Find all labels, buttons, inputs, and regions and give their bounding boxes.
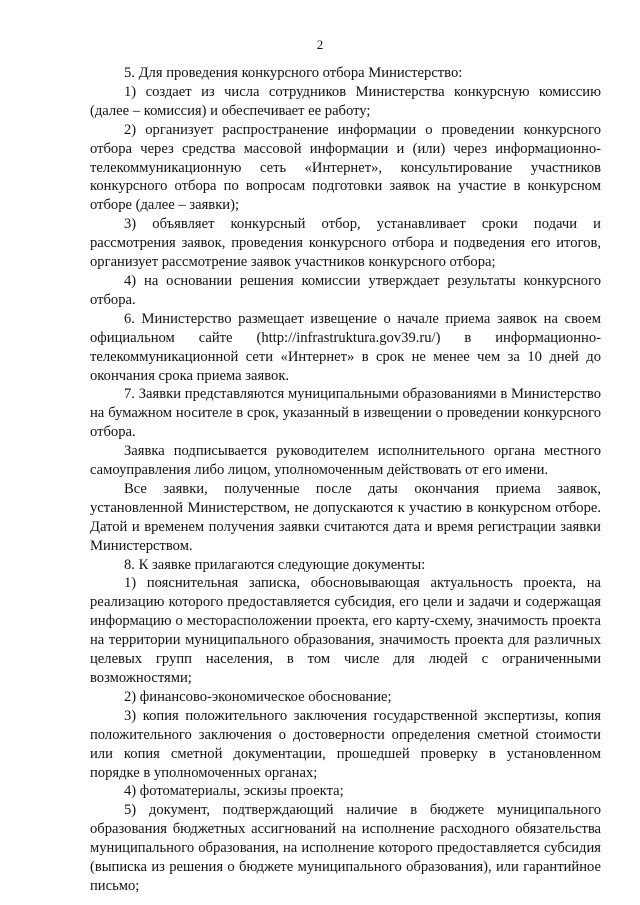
document-body — [90, 64, 601, 896]
paragraph-8-item-1: 1) пояснительная записка, обосновывающая актуальность проекта, на реализацию которого предоставляется субсидия, его цели и задачи и содержащая информацию о месторасположении проекта, его карту-схему, значимость проекта на территории муниципального образования, значимость проекта для различных целевых групп населения, в том числе для людей с ограниченными возможностями; — [90, 575, 601, 686]
paragraph-8: 8. К заявке прилагаются следующие документы: — [124, 556, 426, 573]
paragraph-5-item-3: 3) объявляет конкурсный отбор, устанавливает сроки подачи и рассмотрения заявок, проведения конкурсного отбора и подведения его итогов, организует рассмотрение заявок участников конкурсного отбора; — [90, 216, 601, 271]
paragraph-5: 5. Для проведения конкурсного отбора Министерство: — [124, 65, 463, 81]
paragraph-8-item-4: 4) фотоматериалы, эскизы проекта; — [124, 783, 344, 800]
paragraph-7-deadline: Все заявки, полученные после даты окончания приема заявок, установленной Министерством, не допускаются к участию в конкурсном отборе. Датой и временем получения заявки считаются дата и время регистрации заявки Министерством. — [90, 480, 601, 554]
paragraph-8-item-3: 3) копия положительного заключения государственной экспертизы, копия положительного заключения о достоверности определения сметной стоимости или копия сметной документации, прошедшей проверку в установленном порядке в уполномоченных органах; — [90, 707, 601, 781]
paragraph-5-item-1: 1) создает из числа сотрудников Министерства конкурсную комиссию (далее – комиссия) и обеспечивает ее работу; — [90, 83, 601, 119]
paragraph-8-item-5: 5) документ, подтверждающий наличие в бюджете муниципального образования бюджетных ассигнований на исполнение расходного обязательства муниципального образования, на исполнение которого предоставляется субсидия (выписка из решения о бюджете муниципального образования), или гарантийное письмо; — [90, 802, 601, 894]
paragraph-5-item-4: 4) на основании решения комиссии утверждает результаты конкурсного отбора. — [90, 272, 601, 308]
paragraph-7-signature: Заявка подписывается руководителем исполнительного органа местного самоуправления либо лицом, уполномоченным действовать от его имени. — [90, 443, 601, 479]
paragraph-5-item-2: 2) организует распространение информации о проведении конкурсного отбора через средства массовой информации и (или) через информационно-телекоммуникационную сеть «Интернет», консультирование участников конкурсного отбора по вопросам подготовки заявок на участие в конкурсном отборе (далее – заявки); — [90, 121, 601, 214]
paragraph-6: 6. Министерство размещает извещение о начале приема заявок на своем официальном сайте (http://infrastruktura.gov39.ru/) в информационно-телекоммуникационной сети «Интернет» в срок не менее чем за 10 дней до окончания срока приема заявок. — [90, 310, 601, 384]
paragraph-8-item-2: 2) финансово-экономическое обоснование; — [124, 688, 392, 705]
page-number: 2 — [316, 37, 324, 52]
paragraph-7: 7. Заявки представляются муниципальными образованиями в Министерство на бумажном носителе в срок, указанный в извещении о проведении конкурсного отбора. — [90, 386, 601, 441]
